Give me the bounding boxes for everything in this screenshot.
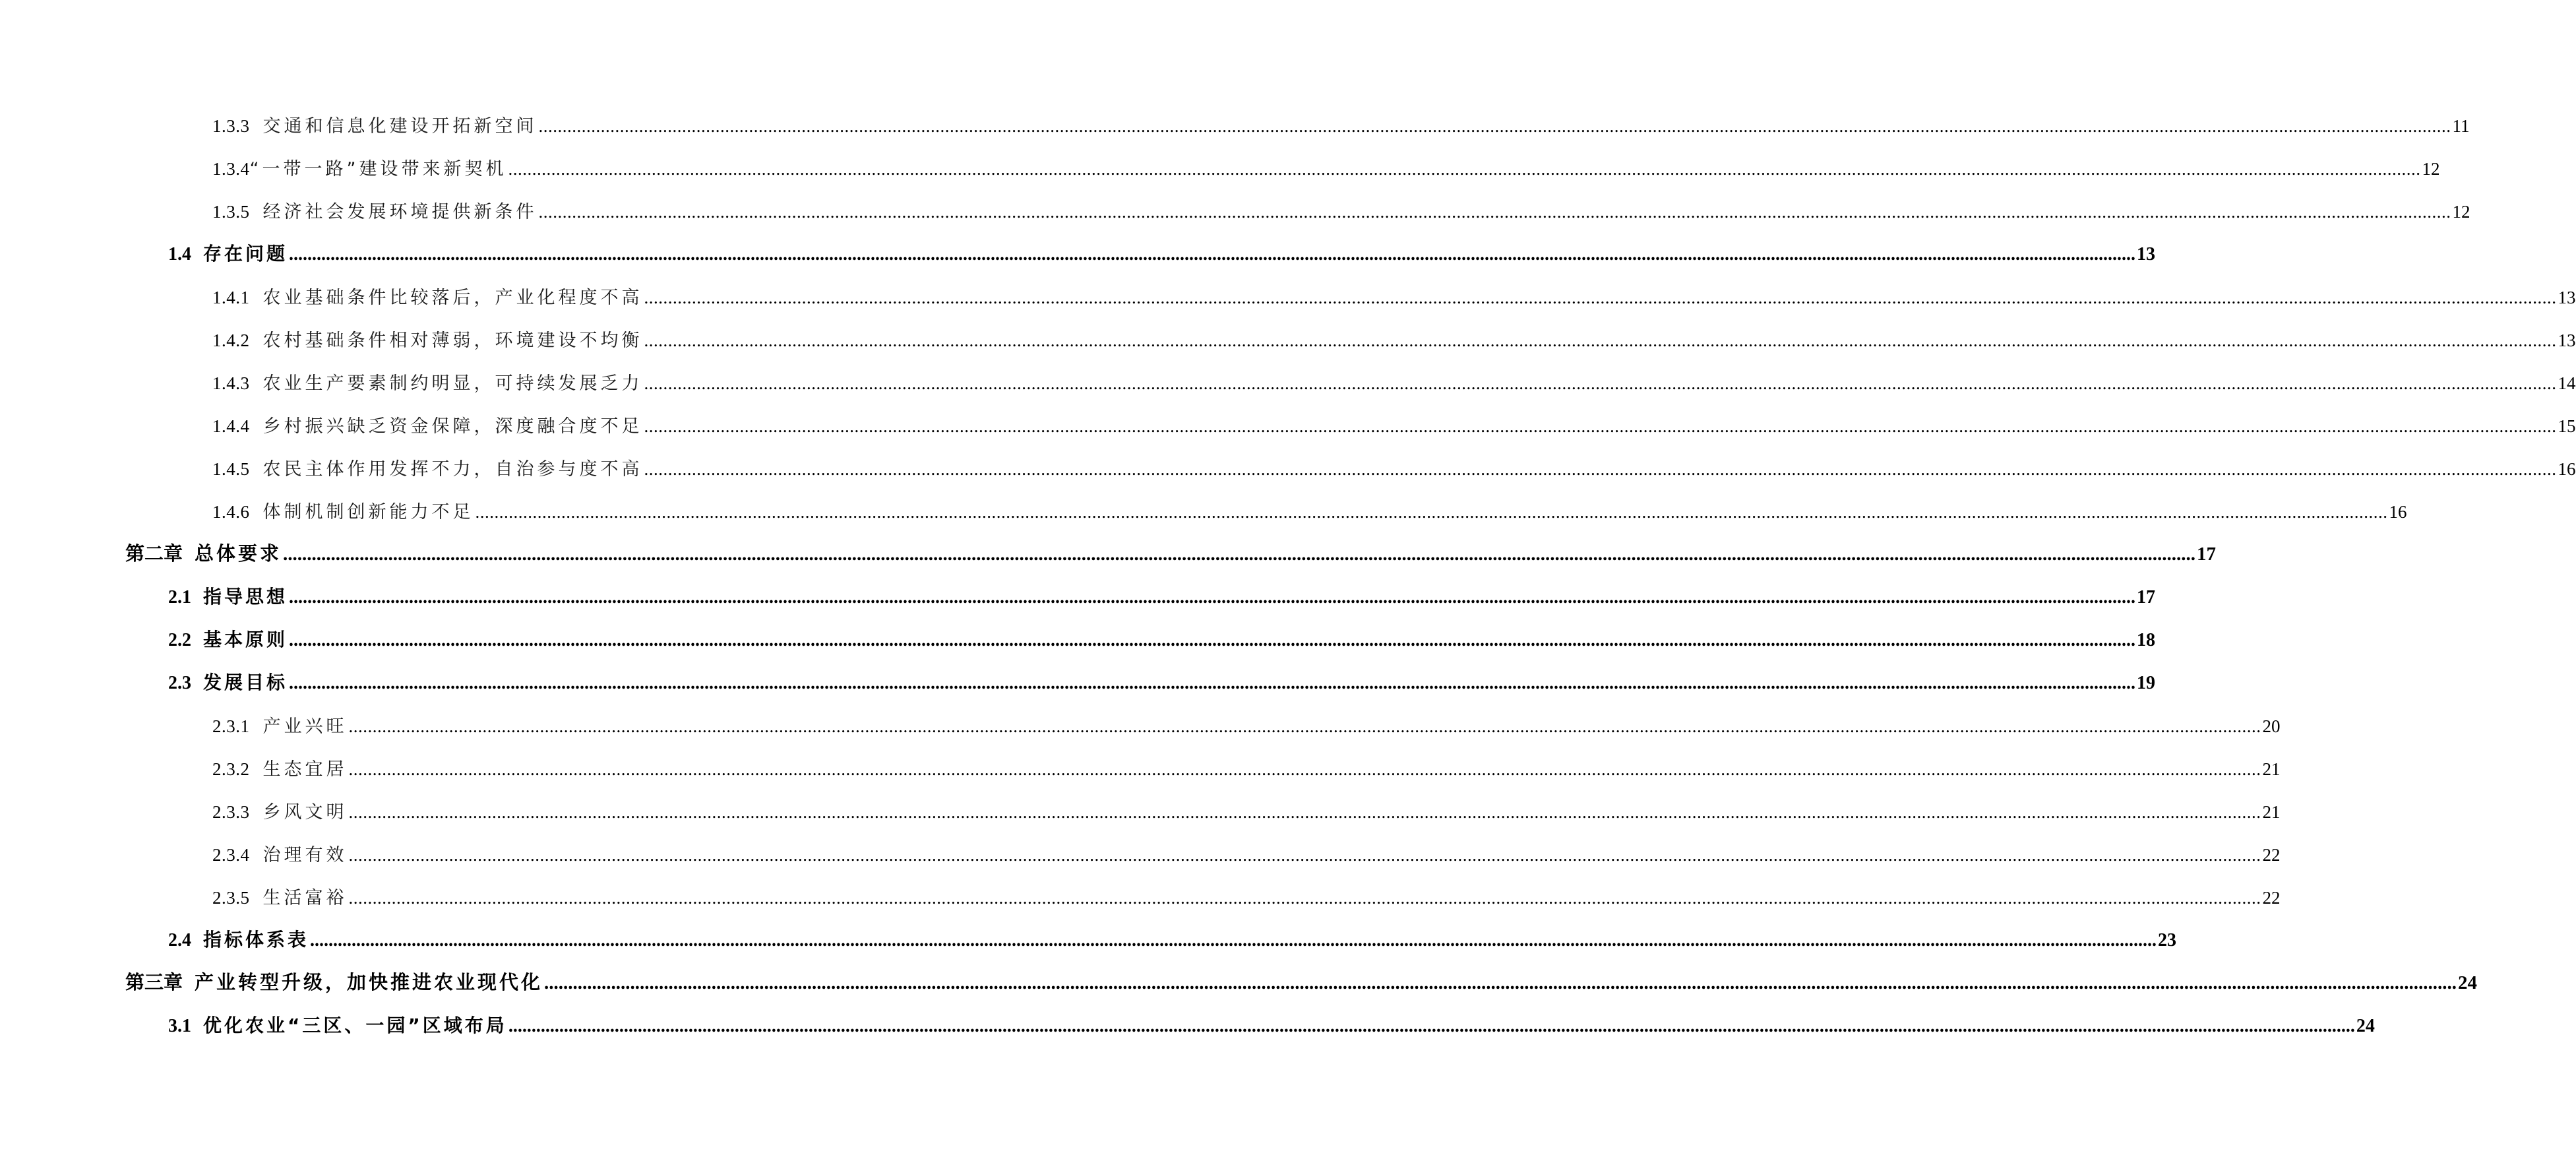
- toc-entry-page: 24: [2356, 1016, 2375, 1036]
- toc-entry-title: 经济社会发展环境提供新条件: [262, 202, 537, 222]
- toc-entry-page: 24: [2458, 972, 2478, 993]
- toc-dot-leader: ................................................................................................................................................................................................................................................................................................................................................................................................................: [289, 587, 2136, 608]
- toc-entry-page: 15: [2558, 416, 2576, 436]
- toc-dot-leader: ................................................................................................................................................................................................................................................................................................................................................................................................................: [644, 459, 2557, 479]
- toc-entry[interactable]: [0, 188, 2470, 231]
- toc-entry-page: 21: [2262, 759, 2281, 779]
- toc-entry-page: 22: [2262, 888, 2281, 908]
- toc-entry-number: 1.3.5: [212, 202, 250, 222]
- toc-entry-number: 2.1: [168, 587, 191, 608]
- toc-dot-leader: ................................................................................................................................................................................................................................................................................................................................................................................................................: [289, 630, 2136, 650]
- toc-entry-page: 22: [2262, 845, 2281, 865]
- toc-entry-title: 农民主体作用发挥不力，自治参与度不高: [262, 459, 643, 480]
- toc-dot-leader: ................................................................................................................................................................................................................................................................................................................................................................................................................: [508, 159, 2421, 179]
- toc-entry-page: 17: [2197, 544, 2217, 565]
- toc-entry[interactable]: [0, 274, 2576, 317]
- toc-section-entry[interactable]: [0, 574, 2156, 617]
- toc-dot-leader: ................................................................................................................................................................................................................................................................................................................................................................................................................: [644, 416, 2557, 436]
- toc-entry-title: 乡村振兴缺乏资金保障，深度融合度不足: [262, 416, 643, 437]
- toc-dot-leader: ................................................................................................................................................................................................................................................................................................................................................................................................................: [644, 330, 2557, 350]
- toc-entry-title: “一带一路”建设带来新契机: [249, 159, 507, 179]
- toc-entry-number: 1.4.2: [212, 330, 250, 350]
- toc-entry[interactable]: [0, 788, 2281, 831]
- toc-entry[interactable]: [0, 445, 2576, 488]
- toc-entry-title: 基本原则: [203, 629, 288, 650]
- toc-entry-page: 13: [2558, 288, 2576, 307]
- toc-entry-page: 13: [2558, 330, 2576, 350]
- toc-entry-page: 13: [2137, 244, 2156, 265]
- toc-entry-number: 1.4.5: [212, 459, 250, 479]
- toc-dot-leader: ................................................................................................................................................................................................................................................................................................................................................................................................................: [538, 116, 2451, 136]
- toc-section-entry[interactable]: [0, 231, 2156, 274]
- toc-entry-page: 16: [2558, 459, 2576, 479]
- toc-entry-page: 14: [2558, 373, 2576, 393]
- toc-dot-leader: ................................................................................................................................................................................................................................................................................................................................................................................................................: [348, 888, 2261, 908]
- toc-entry-title: 指标体系表: [203, 929, 309, 951]
- toc-entry-title: 存在问题: [203, 243, 288, 265]
- toc-entry-number: 3.1: [168, 1016, 191, 1036]
- toc-entry-page: 18: [2137, 630, 2156, 650]
- toc-dot-leader: ................................................................................................................................................................................................................................................................................................................................................................................................................: [310, 930, 2157, 951]
- toc-entry-page: 17: [2137, 587, 2156, 608]
- toc-section-entry[interactable]: [0, 917, 2177, 960]
- toc-entry-number: 1.4.1: [212, 288, 250, 307]
- toc-entry-number: 1.3.3: [212, 116, 250, 136]
- toc-dot-leader: ................................................................................................................................................................................................................................................................................................................................................................................................................: [544, 972, 2457, 993]
- toc-dot-leader: ................................................................................................................................................................................................................................................................................................................................................................................................................: [283, 544, 2196, 565]
- toc-entry-page: 19: [2137, 673, 2156, 693]
- toc-entry-number: 1.4: [168, 244, 191, 265]
- toc-entry-title: 乡风文明: [262, 802, 348, 823]
- toc-dot-leader: ................................................................................................................................................................................................................................................................................................................................................................................................................: [289, 244, 2136, 265]
- toc-entry-title: 农村基础条件相对薄弱，环境建设不均衡: [262, 330, 643, 351]
- toc-dot-leader: ................................................................................................................................................................................................................................................................................................................................................................................................................: [348, 845, 2261, 865]
- toc-entry[interactable]: [0, 145, 2440, 188]
- toc-entry-title: 交通和信息化建设开拓新空间: [262, 116, 537, 137]
- toc-dot-leader: ................................................................................................................................................................................................................................................................................................................................................................................................................: [644, 288, 2557, 307]
- toc-entry-number: 1.4.6: [212, 502, 250, 522]
- toc-entry[interactable]: [0, 745, 2281, 788]
- toc-entry-title: 生态宜居: [262, 759, 348, 780]
- toc-dot-leader: ................................................................................................................................................................................................................................................................................................................................................................................................................: [348, 716, 2261, 736]
- toc-entry-title: 产业转型升级，加快推进农业现代化: [195, 971, 543, 993]
- toc-entry-title: 指导思想: [203, 586, 288, 608]
- toc-entry-page: 12: [2422, 159, 2440, 179]
- toc-section-entry[interactable]: [0, 660, 2156, 703]
- toc-entry[interactable]: [0, 488, 2407, 531]
- toc-dot-leader: ................................................................................................................................................................................................................................................................................................................................................................................................................: [348, 759, 2261, 779]
- toc-entry-number: 2.3: [168, 673, 191, 693]
- toc-dot-leader: ................................................................................................................................................................................................................................................................................................................................................................................................................: [475, 502, 2388, 522]
- toc-chapter-entry[interactable]: [0, 960, 2478, 1003]
- toc-entry-page: 20: [2262, 716, 2281, 736]
- toc-chapter-entry[interactable]: [0, 531, 2217, 574]
- toc-entry-number: 2.3.3: [212, 802, 250, 822]
- toc-entry-title: 优化农业“三区、一园”区域布局: [203, 1015, 507, 1036]
- toc-entry-page: 11: [2452, 116, 2470, 136]
- toc-entry-number: 2.3.2: [212, 759, 250, 779]
- toc-entry-page: 12: [2452, 202, 2470, 222]
- toc-dot-leader: ................................................................................................................................................................................................................................................................................................................................................................................................................: [508, 1016, 2355, 1036]
- toc-entry-title: 体制机制创新能力不足: [262, 502, 474, 522]
- toc-entry-number: 1.3.4: [212, 159, 250, 179]
- toc-entry-page: 16: [2389, 502, 2407, 522]
- toc-entry-number: 2.2: [168, 630, 191, 650]
- toc-entry-number: 第三章: [125, 971, 183, 993]
- toc-dot-leader: ................................................................................................................................................................................................................................................................................................................................................................................................................: [348, 802, 2261, 822]
- toc-entry-title: 产业兴旺: [262, 716, 348, 737]
- toc-entry-number: 1.4.3: [212, 373, 250, 393]
- toc-entry[interactable]: [0, 874, 2281, 917]
- table-of-contents: [0, 102, 2576, 1046]
- toc-entry-number: 第二章: [125, 542, 183, 565]
- toc-entry-number: 2.4: [168, 930, 191, 951]
- toc-entry-page: 21: [2262, 802, 2281, 822]
- toc-entry-title: 生活富裕: [262, 888, 348, 908]
- toc-entry-title: 总体要求: [195, 542, 282, 565]
- toc-section-entry[interactable]: [0, 1003, 2375, 1046]
- toc-entry[interactable]: [0, 102, 2470, 145]
- toc-entry[interactable]: [0, 831, 2281, 874]
- toc-dot-leader: ................................................................................................................................................................................................................................................................................................................................................................................................................: [538, 202, 2451, 222]
- toc-entry[interactable]: [0, 360, 2576, 402]
- toc-entry[interactable]: [0, 402, 2576, 445]
- toc-entry-title: 农业基础条件比较落后，产业化程度不高: [262, 288, 643, 308]
- toc-dot-leader: ................................................................................................................................................................................................................................................................................................................................................................................................................: [289, 673, 2136, 693]
- toc-dot-leader: ................................................................................................................................................................................................................................................................................................................................................................................................................: [644, 373, 2557, 393]
- toc-entry-number: 2.3.4: [212, 845, 250, 865]
- toc-entry-number: 2.3.1: [212, 716, 250, 736]
- toc-entry-title: 农业生产要素制约明显，可持续发展乏力: [262, 373, 643, 394]
- toc-entry[interactable]: [0, 317, 2576, 360]
- toc-section-entry[interactable]: [0, 617, 2156, 660]
- toc-entry-page: 23: [2158, 930, 2177, 951]
- toc-entry-title: 治理有效: [262, 845, 348, 865]
- toc-entry-number: 1.4.4: [212, 416, 250, 436]
- toc-entry-number: 2.3.5: [212, 888, 250, 908]
- toc-entry[interactable]: [0, 703, 2281, 745]
- toc-entry-title: 发展目标: [203, 672, 288, 693]
